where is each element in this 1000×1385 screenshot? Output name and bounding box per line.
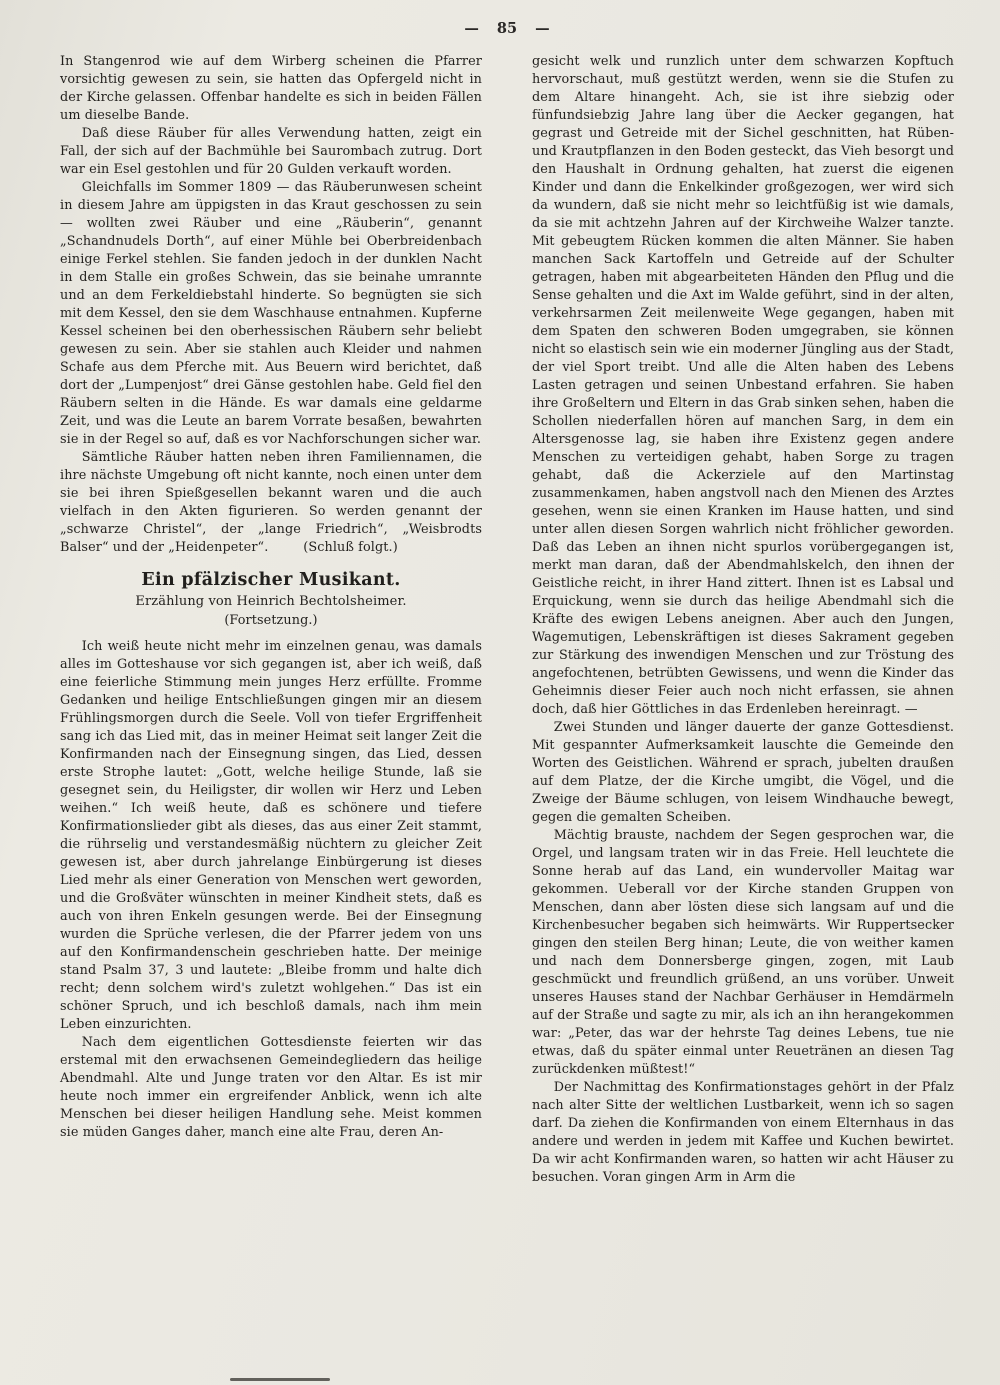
- right-column: [532, 53, 954, 1187]
- two-column-text: [60, 53, 954, 1187]
- paragraph: Nach dem eigentlichen Gottesdienste feierten wir das erstemal mit den erwachsenen Gemeindegliedern das heilige Abendmahl. Alte und Junge traten vor den Altar. Es ist mir heute noch immer ein ergreifender Anblick, wenn ich alte Menschen bei dieser heiligen Handlung sehe. Meist kommen sie müden Ganges daher, manch eine alte Frau, deren An-: [60, 1035, 482, 1140]
- paragraph: gesicht welk und runzlich unter dem schwarzen Kopftuch hervorschaut, muß gestützt werden, wenn sie die Stufen zu dem Altare hinangeht. Ach, sie ist ihre siebzig oder fünfundsiebzig Jahre lang über die Aecker gegangen, hat gegrast und Getreide mit der Sichel geschnitten, hat Rüben- und Krautpflanzen in den Boden gesteckt, das Vieh besorgt und den Haushalt in Ordnung gehalten, hat zuerst die eigenen Kinder und dann die Enkelkinder großgezogen, wer wird sich da wundern, daß sie nicht mehr so leichtfüßig ist wie damals, da sie mit achtzehn Jahren auf der Kirchweihe Walzer tanzte. Mit gebeugtem Rücken kommen die alten Männer. Sie haben manchen Sack Kartoffeln und Getreide auf der Schulter getragen, haben mit abgearbeiteten Händen den Pflug und die Sense gehalten und die Axt im Walde geführt, sind in der alten, verkehrsarmen Zeit meilenweite Wege gegangen, haben mit dem Spaten den schweren Boden umgegraben, sie können nicht so elastisch sein wie ein moderner Jüngling aus der Stadt, der viel Sport treibt. Und alle die Alten haben des Lebens Lasten getragen und seinen Unbestand erfahren. Sie haben ihre Großeltern und Eltern in das Grab sinken sehen, haben die Schollen niederfallen hören auf manchen Sarg, in dem ein Altersgenosse lag, sie haben ihre Existenz gegen andere Menschen zu verteidigen gehabt, haben Sorge zu tragen gehabt, daß die Ackerziele auf den Martinstag zusammenkamen, haben angstvoll nach den Mienen des Arztes gesehen, wenn sie einen Kranken im Hause hatten, und sind unter allen diesen Sorgen wahrlich nicht fröhlicher geworden. Daß das Leben an ihnen nicht spurlos vorübergegangen ist, merkt man daran, daß der Abendmahlskelch, den ihnen der Geistliche reicht, in ihrer Hand zittert. Ihnen ist es Labsal und Erquickung, wenn sie durch das heilige Abendmahl sich die Kräfte des ewigen Lebens aneignen. Aber auch den Jungen, Wagemutigen, Lebenskräftigen ist dieses Sakrament gegeben zur Stärkung des inwendigen Menschen und zur Tröstung des angefochtenen, betrübten Gewissens, und wenn die Kinder das Geheimnis dieser Feier auch noch nicht erfassen, sie ahnen doch, daß hier Göttliches in das Erdenleben hereinragt. —: [532, 54, 954, 717]
- robbers-article-paragraphs: [60, 53, 482, 449]
- paragraph: Gleichfalls im Sommer 1809 — das Räuberunwesen scheint in diesem Jahre am üppigsten in das Kraut geschossen zu sein — wollten zwei Räuber und eine „Räuberin“, genannt „Schandnudels Dorth“, auf einer Mühle bei Oberbreidenbach einige Ferkel stehlen. Sie fanden jedoch in der dunklen Nacht in dem Stalle ein großes Schwein, das sie beinahe umrannte und an dem Ferkeldiebstahl hinderte. So begnügten sie sich mit dem Kessel, den sie dem Waschhause entnahmen. Kupferne Kessel scheinen bei den oberhessischen Räubern sehr beliebt gewesen zu sein. Aber sie stahlen auch Kleider und nahmen Schafe aus dem Pferche mit. Aus Beuern wird berichtet, daß dort der „Lumpenjost“ drei Gänse gestohlen habe. Geld fiel den Räubern selten in die Hände. Es war damals eine geldarme Zeit, und was die Leute an barem Vorrate besaßen, bewahrten sie in der Regel so auf, daß es vor Nachforschungen sicher war.: [60, 180, 482, 447]
- robbers-article-last-paragraph: [60, 449, 482, 557]
- page-header: [60, 20, 954, 37]
- paragraph: Zwei Stunden und länger dauerte der ganze Gottesdienst. Mit gespannter Aufmerksamkeit lauschte die Gemeinde den Worten des Geistlichen. Während er sprach, jubelten draußen auf dem Platze, der die Kirche umgibt, die Vögel, und die Zweige der Bäume schlugen, von leisem Windhauche bewegt, gegen die gemalten Scheiben.: [532, 720, 954, 825]
- scan-artifact-line: [230, 1378, 330, 1381]
- header-dash-left: —: [464, 20, 479, 37]
- section-continuation-note: (Fortsetzung.): [224, 613, 318, 628]
- musician-story-paragraphs: [60, 638, 482, 1142]
- paragraph: Daß diese Räuber für alles Verwendung hatten, zeigt ein Fall, der sich auf der Bachmühle bei Saurombach zutrug. Dort war ein Esel gestohlen und für 20 Gulden verkauft worden.: [60, 126, 482, 177]
- paragraph-text: Sämtliche Räuber hatten neben ihren Familiennamen, die ihre nächste Umgebung oft nicht kannte, noch einen unter dem sie bei ihren Spießgesellen bekannt waren und die auch vielfach in den Akten figurieren. So werden genannt der „schwarze Christel“, der „lange Friedrich“, „Weisbrodts Balser“ und der „Heidenpeter“.: [60, 450, 482, 555]
- paragraph: In Stangenrod wie auf dem Wirberg scheinen die Pfarrer vorsichtig gewesen zu sein, sie hatten das Opfergeld nicht in der Kirche gelassen. Offenbar handelte es sich in beiden Fällen um dieselbe Bande.: [60, 54, 482, 123]
- paragraph: Der Nachmittag des Konfirmationstages gehört in der Pfalz nach alter Sitte der weltlichen Lustbarkeit, wenn ich so sagen darf. Da ziehen die Konfirmanden von einem Elternhaus in das andere und werden in jedem mit Kaffee und Kuchen bewirtet. Da wir acht Konfirmanden waren, so hatten wir acht Häuser zu besuchen. Voran gingen Arm in Arm die: [532, 1080, 954, 1185]
- closing-note: (Schluß folgt.): [303, 540, 398, 555]
- page-number: 85: [496, 20, 518, 37]
- section-subtitle: Erzählung von Heinrich Bechtolsheimer.: [135, 594, 407, 609]
- left-column: [60, 53, 482, 1187]
- paragraph: Ich weiß heute nicht mehr im einzelnen genau, was damals alles im Gotteshause vor sich gegangen ist, aber ich weiß, daß eine feierliche Stimmung mein junges Herz erfüllte. Fromme Gedanken und heilige Entschließungen gingen mir an diesem Frühlingsmorgen durch die Seele. Voll von tiefer Ergriffenheit sang ich das Lied mit, das in meiner Heimat seit langer Zeit die Konfirmanden nach der Einsegnung singen, das Lied, dessen erste Strophe lautet: „Gott, welche heilige Stunde, laß sie gesegnet sein, du Heiligster, dir wollen wir Herz und Leben weihen.“ Ich weiß heute, daß es schönere und tiefere Konfirmationslieder gibt als dieses, das aus einer Zeit stammt, die rührselig und verstandesmäßig nüchtern zu gleicher Zeit gewesen ist, aber durch jahrelange Einbürgerung ist dieses Lied mehr als einer Generation von Menschen wert geworden, und die Großväter wünschten in meiner Kindheit stets, daß es auch von ihren Enkeln gesungen werde. Bei der Einsegnung wurden die Sprüche verlesen, die der Pfarrer jedem von uns auf den Konfirmandenschein geschrieben hatte. Der meinige stand Psalm 37, 3 und lautete: „Bleibe fromm und halte dich recht; denn solchem wird's zuletzt wohlgehen.“ Das ist ein schöner Spruch, und ich beschloß damals, nach ihm mein Leben einzurichten.: [60, 639, 482, 1032]
- paragraph: Mächtig brauste, nachdem der Segen gesprochen war, die Orgel, und langsam traten wir in das Freie. Hell leuchtete die Sonne herab auf das Land, ein wundervoller Maitag war gekommen. Ueberall vor der Kirche standen Gruppen von Menschen, dann aber lösten diese sich langsam auf und die Kirchenbesucher begaben sich heimwärts. Wir Ruppertsecker gingen den steilen Berg hinan; Leute, die von weither kamen und nach dem Donnersberge gingen, zogen, mit Laub geschmückt und freundlich grüßend, an uns vorüber. Unweit unseres Hauses stand der Nachbar Gerhäuser in Hemdärmeln auf der Straße und sagte zu mir, als ich an ihn herangekommen war: „Peter, das war der hehrste Tag deines Lebens, tue nie etwas, daß du später einmal unter Reuetränen an diesen Tag zurückdenken müßtest!“: [532, 828, 954, 1077]
- right-column-paragraphs: [532, 53, 954, 1187]
- header-dash-right: —: [535, 20, 550, 37]
- section-title: Ein pfälzischer Musikant.: [141, 570, 401, 590]
